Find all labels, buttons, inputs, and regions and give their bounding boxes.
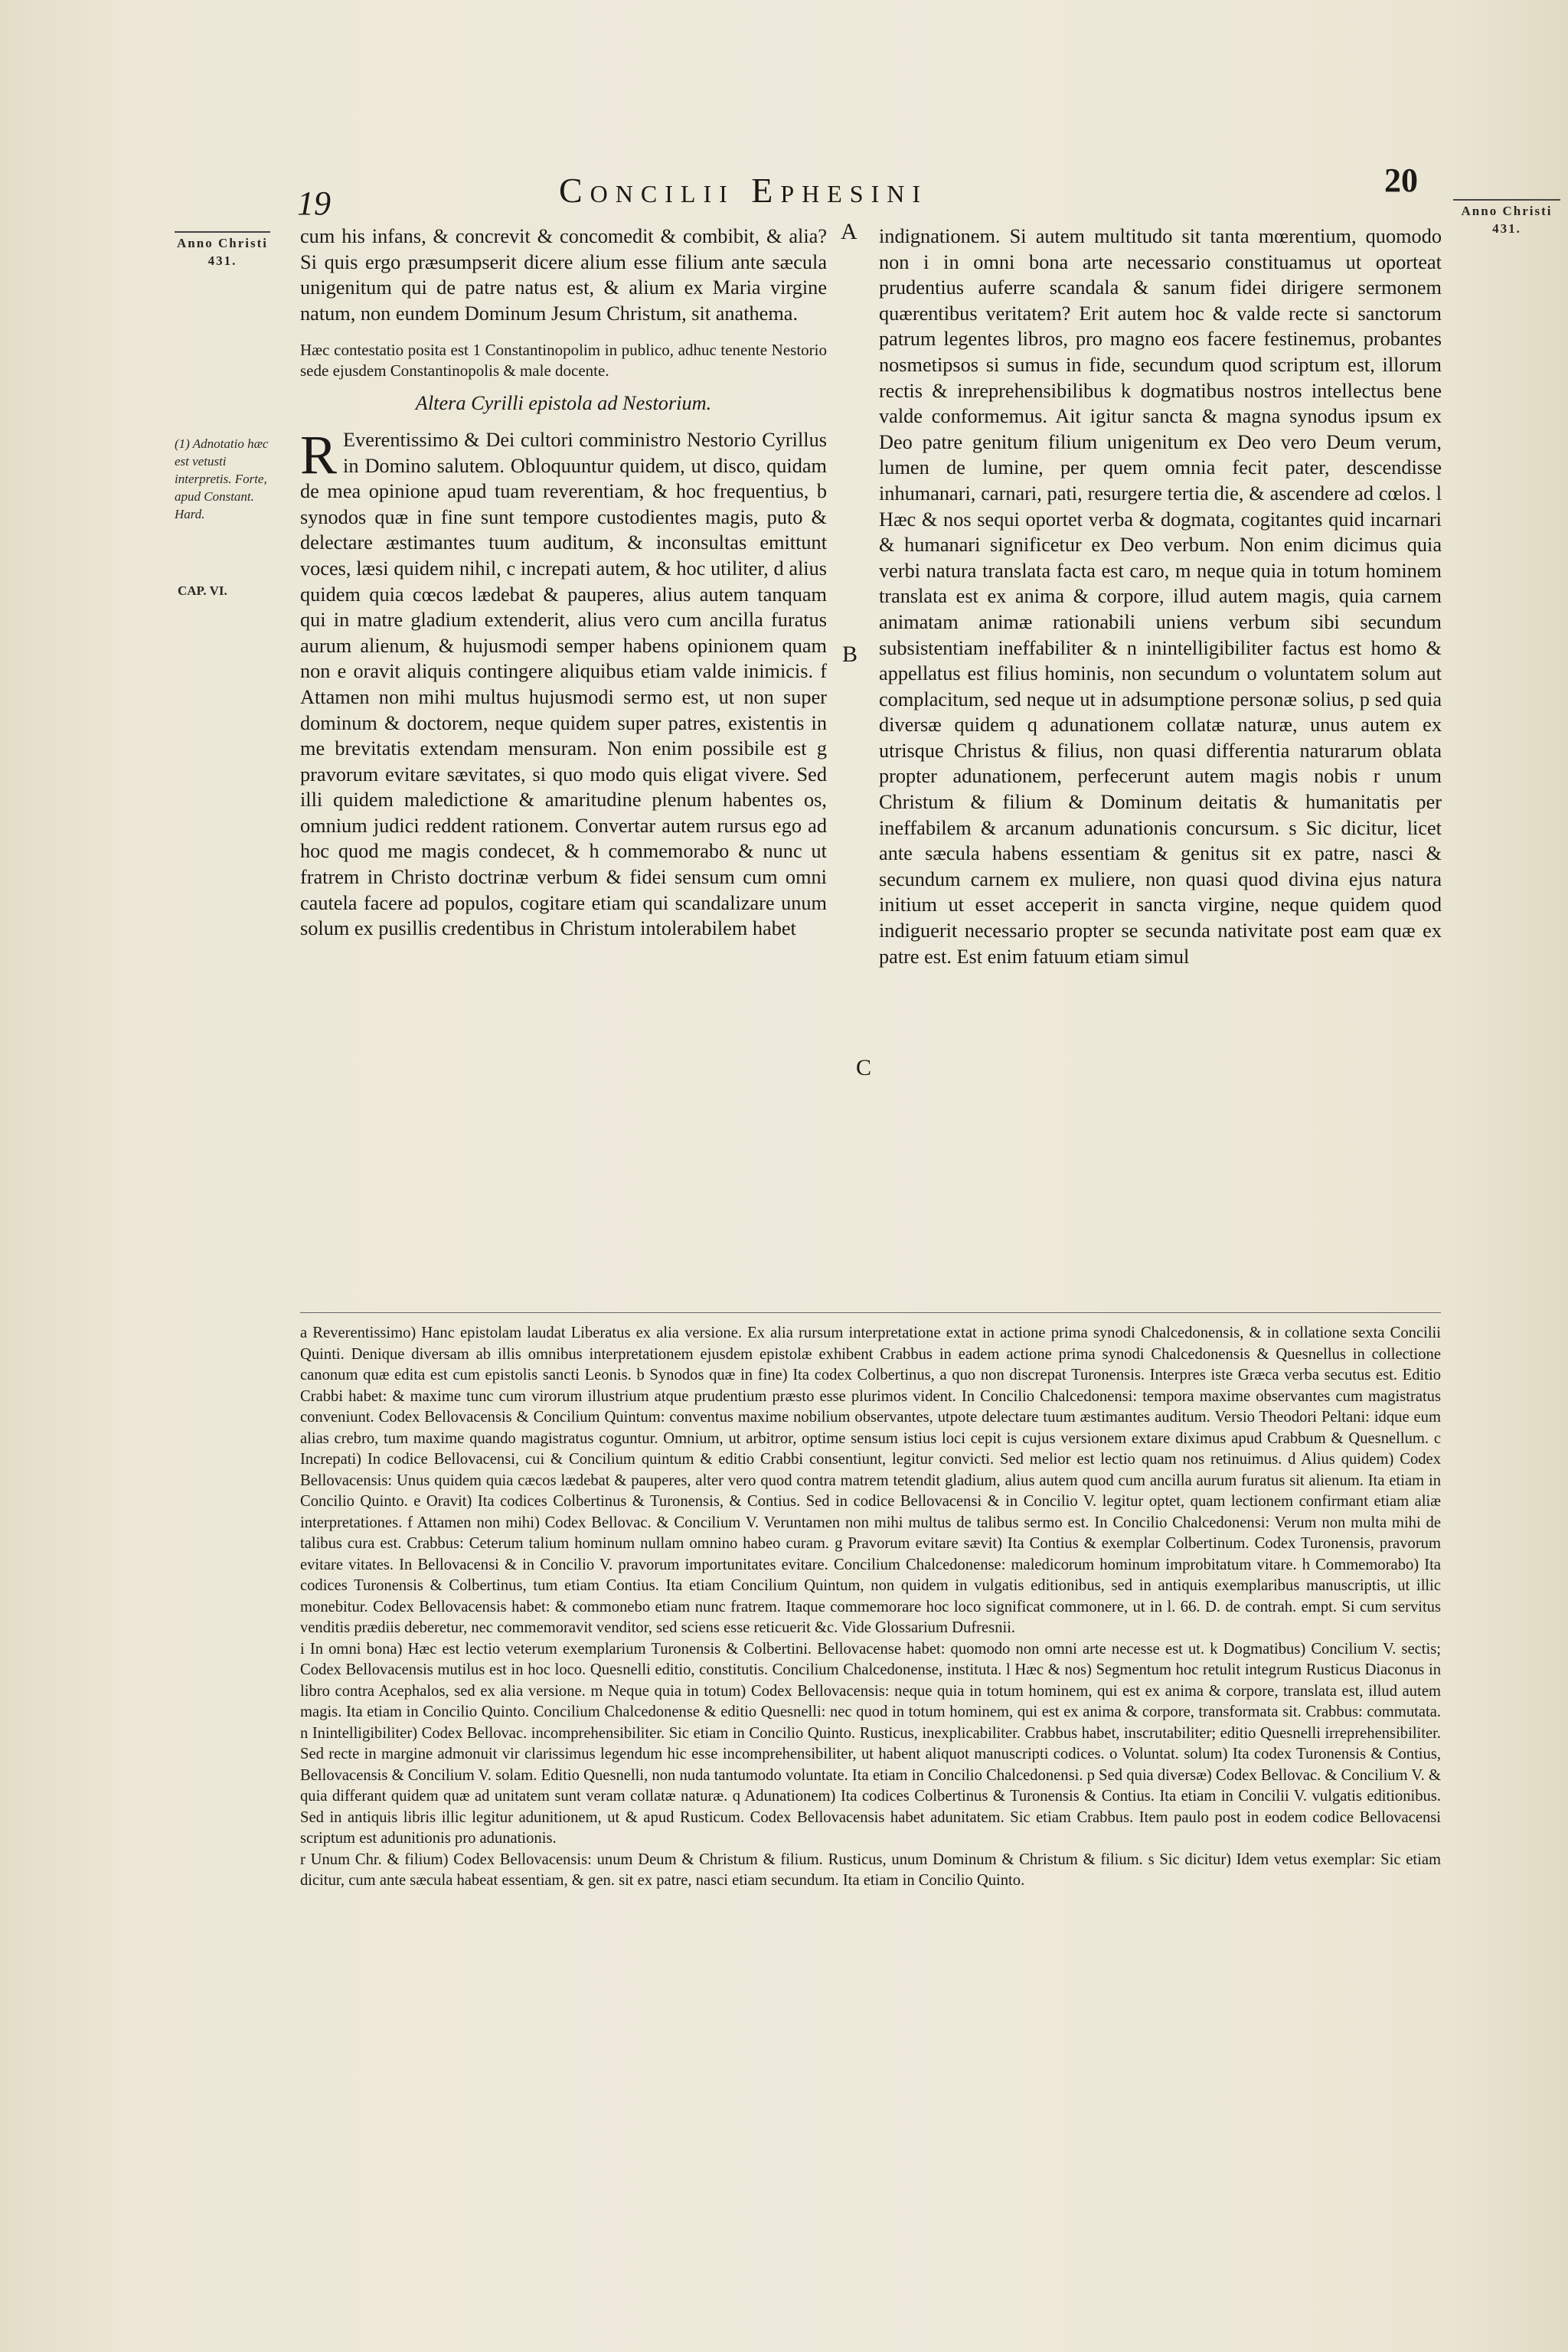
- margin-annotation: (1) Adnotatio hæc est vetusti interpretis. Forte, apud Constant. Hard.: [175, 436, 269, 521]
- section-letter-a: A: [841, 219, 858, 244]
- running-title: Concilii Ephesini: [559, 171, 929, 210]
- notice-paragraph: Hæc contestatio posita est 1 Constantinopolim in publico, adhuc tenente Nestorio sede ejusdem Constantinopolis & male docente.: [300, 341, 827, 381]
- page-number-left: 19: [297, 185, 331, 222]
- section-letter-c: C: [856, 1055, 872, 1080]
- epistle-title: Altera Cyrilli epistola ad Nestorium.: [415, 392, 712, 415]
- right-column: [879, 224, 1442, 969]
- footnotes: [300, 1323, 1441, 1892]
- left-column: [300, 224, 827, 942]
- footnote-block-2: i In omni bona) Hæc est lectio veterum exemplarium Turonensis & Colbertini. Bellovacense habet: quomodo non omni arte necesse est ut. k Dogmatibus) Concilium V. sectis; Codex Bellovacensis mutilus est in hoc loco. Quesnelli editio, constitutis. Concilium Chalcedonense, instituta. l Hæc & nos) Segmentum hoc retulit integrum Rusticus Diaconus in libro contra Acephalos, sed ex alia versione. m Neque quia in totum) Codex Bellovacensis: neque quia in totum hominem, qui est ex anima & corpore, translata est, illud autem magis. Ita etiam in Concilio Quinto. Concilium Chalcedonense & editio Quesnelli: nec quod in totum hominem, qui est ex anima & corpore, transformata sit. Crabbus: commutata. n Inintelligibiliter) Codex Bellovac. incomprehensibiliter. Sic etiam in Concilio Quinto. Rusticus, inexplicabiliter. Crabbus habet, inscrutabiliter; editio Quesnelli irreprehensibiliter. Sed recte in margine admonuit vir clarissimus legendum hic esse incomprehensibiliter, ut habent aliquot manuscripti codices. o Voluntat. solum) Ita codex Turonensis & Contius, Bellovacensis & Concilium V. solam. Editio Quesnelli, non nuda tantumodo voluntate. Ita etiam in Concilio Chalcedonensi. p Sed quia diversæ) Codex Bellovac. & Concilium V. & quia differant quidem quæ ad unitatem sunt veram collatæ naturæ. q Adunationem) Ita codices Colbertinus & Turonensis & Contius. Ita etiam in Concilii V. vulgatis editionibus. Sed in antiquis libris illic legitur adunitionem, ut & apud Rusticum. Codex Bellovacensis habet adunitatem. Sic etiam Crabbus. Item paulo post in eodem codice Bellovacensi scriptum est adunitionis pro adunationis.: [300, 1640, 1441, 1847]
- anathema-paragraph: cum his infans, & concrevit & concomedit & combibit, & alia? Si quis ergo præsumpserit dicere alium esse filium ante sæcula unigenitum qui de patre natus est, & alium ex Maria virgine natum, non eundem Dominum Jesum Christum, sit anathema.: [300, 225, 827, 325]
- footnote-block-3: r Unum Chr. & filium) Codex Bellovacensis: unum Deum & Christum & filium. Rusticus, unum Dominum & Christum & filium. s Sic dicitur) Idem vetus exemplar: Sic etiam dicitur, cum ante sæcula habeat essentiam, & gen. sit ex patre, nasci etiam secundum. Ita etiam in Concilio Quinto.: [300, 1851, 1441, 1889]
- epistle-body: [300, 423, 827, 942]
- margin-chapter: CAP. VI.: [178, 583, 227, 598]
- right-column-text: indignationem. Si autem multitudo sit tanta mœrentium, quomodo non i in omni bona arte necessario constituamus ut oporteat prudentius auferre scandala & sanum fidei dirigere sermonem quærentibus veritatem? Erit autem hoc & valde recte si sanctorum patrum legentes libros, pro magno eos facere festinemus, probantes nosmetipsos si sumus in fide, secundum quod scriptum est, illorum rectis & inreprehensibilibus k dogmatibus nostros intellectus bene valde conformemus. Ait igitur sancta & magna synodus ipsum ex Deo patre genitum filium unigenitum ex Deo vero Deum verum, lumen de lumine, per quem omnia fecit pater, descendisse inhumanari, carnari, pati, resurgere tertia die, & ascendere ad cœlos. l Hæc & nos sequi oportet verba & dogmata, cogitantes quid incarnari & humanari significetur ex Deo verbum. Non enim dicimus quia verbi natura translata facta est caro, m neque quia in totum hominem translata est ex anima & corpore, illud autem magis, quia carnem animatam animæ rationabili uniens verbum sibi secundum subsistentiam ineffabiliter & n inintelligibiliter factus est homo & appellatus est filius hominis, non secundum o voluntatem solum aut complacitum, sed neque ut in adsumptione personæ solius, p sed quia diversæ quidem q adunationem collatæ naturæ, unus autem ex utrisque Christus & filius, non quasi differentia naturarum oblata propter adunationem, perfecerunt autem magis nobis r unum Christum & filium & Dominum deitatis & humanitatis per ineffabilem & arcanum adunationis concursum. s Sic dicitur, licet ante sæcula habens essentiam & genitus sit ex patre, nasci & secundum carnem ex muliere, non quasi quod divina ejus natura initium ut esset acceperit in sancta virgine, neque quidem quod indiguerit necessario propter se secunda nativitate post eam quæ ex patre est. Est enim fatuum etiam simul: [879, 225, 1442, 968]
- drop-capital: R: [300, 423, 338, 485]
- epistle-body-text: Everentissimo & Dei cultori comministro Nestorio Cyrillus in Domino salutem. Obloquuntur quidem, ut disco, quidam de mea opinione apud tuam reverentiam, & hoc frequentius, b synodos quæ in fine sunt tempore custodientes magis, puto & delectare æstimantes tuum auditum, & inconsultas emittunt voces, læsi quidem nihil, c increpati autem, & hoc utiliter, d alius quidem quia cœcos lædebat & pauperes, alius autem tanquam qui in matre gladium extenderit, alius vero cum ancilla furatus aurum alienum, & hujusmodi semper habens opinionem quam non e oravit aliquis contingere aliquibus etiam valde inimicis. f Attamen non mihi multus hujusmodi sermo est, ut non super dominum & doctorem, neque quidem super patres, existentis in me brevitatis extendam mensuram. Non enim possibile est g pravorum evitare sævitates, si quo modo quis eligat vivere. Sed illi quidem maledictione & amaritudine plenum habentes os, omnium judici reddent rationem. Convertar autem rursus ego ad hoc quod me magis condecet, & h commemorabo & nunc ut fratrem in Christo doctrinæ verbum & fidei sensum cum omni cautela facere ad populos, cogitare etiam qui scandalizare unum solum ex pusillis credentibus in Christum intolerabilem habet: [300, 428, 827, 940]
- page-number-right: 20: [1384, 162, 1418, 199]
- margin-year-right: Anno Christi 431.: [1453, 199, 1560, 237]
- footnote-rule: [300, 1312, 1441, 1313]
- footnote-block-1: a Reverentissimo) Hanc epistolam laudat Liberatus ex alia versione. Ex alia rursum interpretatione extat in actione prima synodi Chalcedonensis, & in collatione sexta Concilii Quinti. Denique diversam ab illis omnibus interpretationem ejusdem epistolæ exhibent Crabbus in eadem actione prima synodi Chalcedonensis & Quesnellus in collectione canonum quæ edita est cum epistolis sancti Leonis. b Synodos quæ in fine) Ita codex Colbertinus, a quo non discrepat Turonensis. Interpres iste Græca verba secutus est. Editio Crabbi habet: & maxime tunc cum virorum illustrium atque prudentium præsto esse plurimos vident. In Concilio Chalcedonensi: tempora maxime observantes cum magistratus conveniunt. Codex Bellovacensis & Concilium Quintum: conventus maxime nobilium observantes, utpote delectare tuum æstimantes auditum. Versio Theodori Peltani: idque eum alias crebro, tum maxime quando magistratus coguntur. Omnium, ut arbitror, optime sensum istius loci cepit is cujus versionem extare diximus apud Crabbum & Quesnellum. c Increpati) In codice Bellovacensi, cui & Concilium quintum & editio Crabbi consentiunt, legitur convicti. Sed melior est lectio quam nos retinuimus. d Alius quidem) Codex Bellovacensis: Unus quidem quia cæcos lædebat & pauperes, alter vero quod contra matrem tetendit gladium, alius autem quod cum ancilla aurum furatus sit alienum. Ita etiam in Concilio Quinto. e Oravit) Ita codices Colbertinus & Turonensis, & Contius. Sed in codice Bellovacensi & in Concilio V. legitur optet, quam lectionem confirmant etiam aliæ interpretationes. f Attamen non mihi) Codex Bellovac. & Concilium V. Veruntamen non mihi multus de talibus sermo est. In Concilio Chalcedonensi: Verum non multa mihi de talibus cura est. Crabbus: Ceterum talium hominum nullam omnino habeo curam. g Pravorum evitare sævit) Ita Contius & exemplar Colbertinum. Codex Turonensis, pravorum evitare vitates. In Bellovacensi & in Concilio V. pravorum importunitates evitare. Concilium Chalcedonense: maledicorum hominum improbitatum vitare. h Commemorabo) Ita codices Turonensis & Colbertinus, tum etiam Contius. Ita etiam Concilium Quintum, non quidem in vulgatis editionibus, sed in antiquis exemplaribus manuscriptis, ut illic monebitur. Codex Bellovacensis habet: & commonebo etiam nunc fratrem. Itaque commemorare hoc loco significat commonere, ut in l. 66. D. de contrah. empt. Si cum servitus venditis prædiis deberetur, nec commemoravit venditor, sed sciens esse reticuerit &c. Vide Glossarium Dufresnii.: [300, 1325, 1441, 1636]
- margin-year-left: Anno Christi 431.: [175, 231, 270, 270]
- section-letter-b: B: [842, 642, 858, 667]
